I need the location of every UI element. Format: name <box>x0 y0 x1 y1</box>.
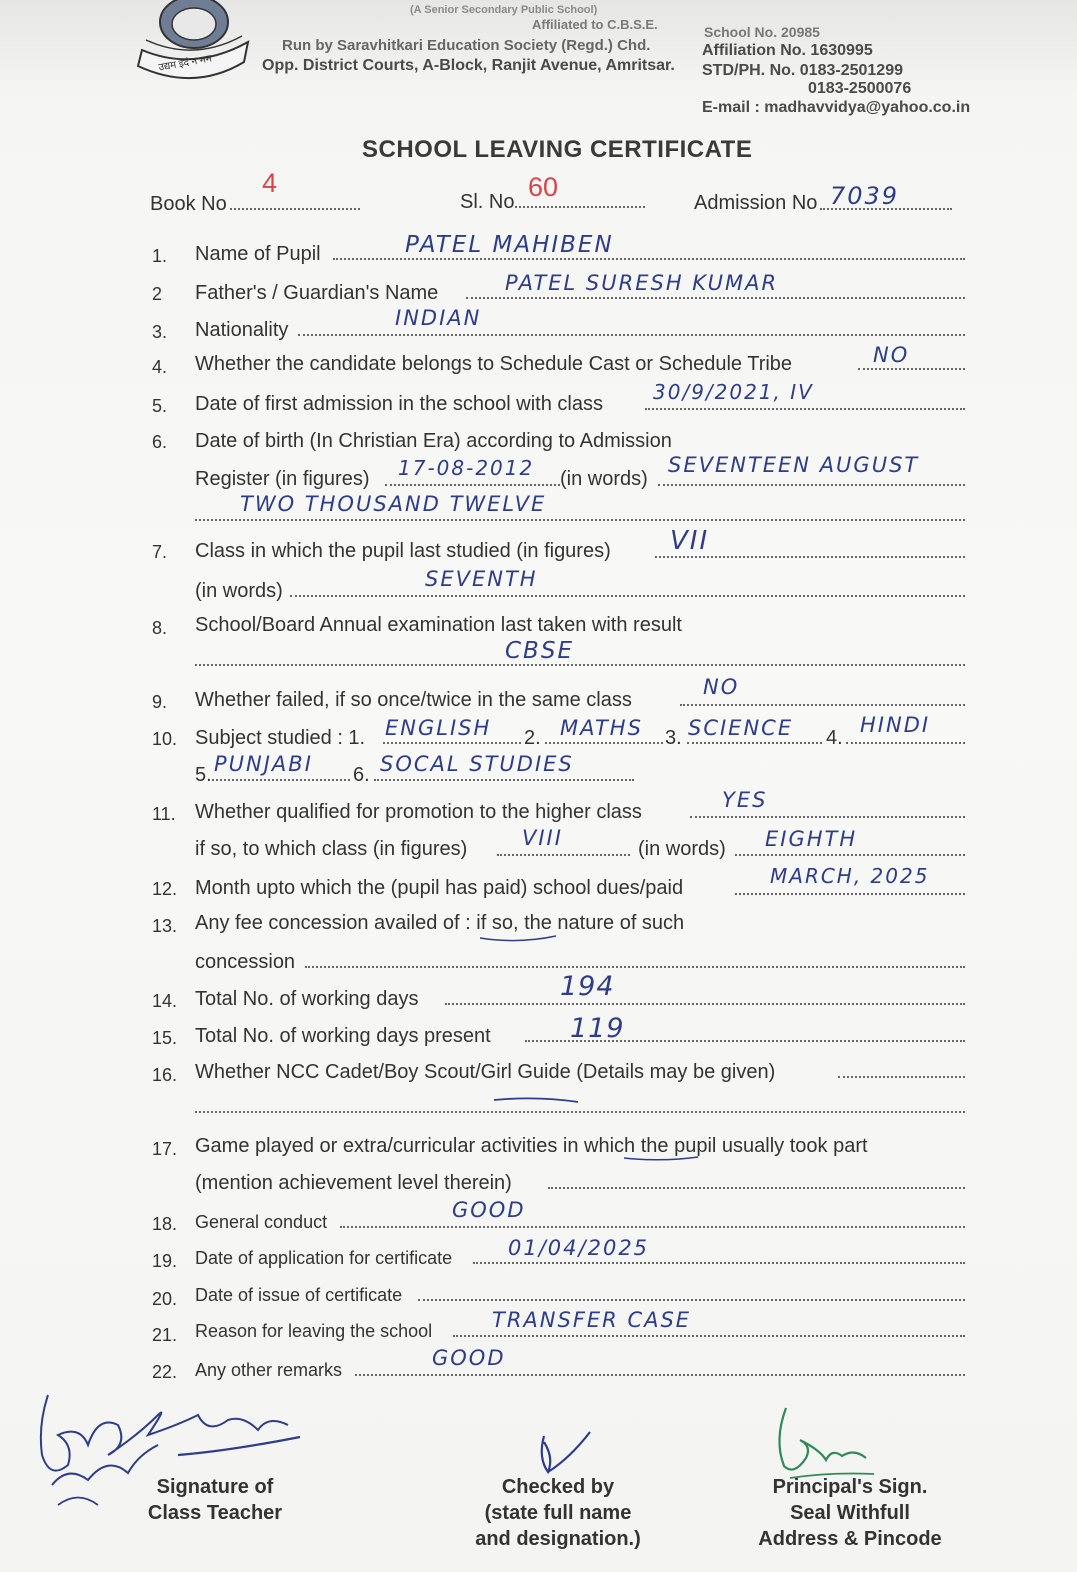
first-admission-label: Date of first admission in the school with class <box>195 393 603 415</box>
father-name-value: PATEL SURESH KUMAR <box>505 271 779 295</box>
days-present-label: Total No. of working days present <box>195 1025 491 1047</box>
item-number: 16. <box>152 1065 178 1085</box>
ncc-label: Whether NCC Cadet/Boy Scout/Girl Guide (Details may be given) <box>195 1061 776 1083</box>
failed-value: NO <box>703 675 740 699</box>
item-number: 14. <box>152 991 178 1011</box>
item-number: 17. <box>152 1139 178 1159</box>
header-affiliation-no: Affiliation No. 1630995 <box>702 42 873 59</box>
exam-value: CBSE <box>505 638 574 664</box>
ncc-dots-2 <box>195 1111 965 1113</box>
dob-words-dots <box>658 484 965 486</box>
subject-4-number: 4. <box>826 727 843 749</box>
dash-mark <box>492 1096 582 1106</box>
promotion-class-value: VIII <box>522 826 563 850</box>
subject-2-dots <box>545 742 663 744</box>
ncc-dots <box>838 1076 965 1078</box>
conduct-value: GOOD <box>452 1198 526 1222</box>
leaving-reason-label: Reason for leaving the school <box>195 1321 433 1341</box>
book-no-label: Book No <box>150 193 227 215</box>
dues-label: Month upto which the (pupil has paid) school dues/paid <box>195 877 684 899</box>
dues-dots <box>735 893 965 895</box>
sl-no-dots <box>515 206 645 208</box>
last-class-label: Class in which the pupil last studied (in figures) <box>195 540 611 562</box>
book-no-dots <box>230 208 360 210</box>
promotion-class-dots <box>497 854 630 856</box>
dob-figures-dots <box>385 484 560 486</box>
dob-figures-label: Register (in figures) <box>195 468 370 490</box>
conduct-label: General conduct <box>195 1212 328 1232</box>
subject-5-dots <box>212 779 350 781</box>
promotion-dots <box>690 816 965 818</box>
admission-no-value: 7039 <box>830 182 900 210</box>
checked-caption-line-2: (state full name <box>484 1502 632 1524</box>
subject-2-value: MATHS <box>560 716 643 740</box>
promotion-label: Whether qualified for promotion to the higher class <box>195 801 642 823</box>
caste-label: Whether the candidate belongs to Schedule Cast or Schedule Tribe <box>195 353 793 375</box>
last-class-value: VII <box>670 526 710 556</box>
item-number: 12. <box>152 879 178 899</box>
promotion-words-value: EIGHTH <box>765 827 858 851</box>
promotion-class-label: if so, to which class (in figures) <box>195 838 468 860</box>
subject-5-number: 5. <box>195 764 212 786</box>
teacher-signature-caption <box>110 1474 320 1526</box>
school-logo-icon <box>136 0 254 82</box>
item-number: 22. <box>152 1362 178 1382</box>
book-no-value: 4 <box>262 168 278 198</box>
header-top-line: (A Senior Secondary Public School) <box>410 4 598 16</box>
failed-label: Whether failed, if so once/twice in the same class <box>195 689 632 711</box>
checked-caption-line-3: and designation.) <box>475 1528 641 1550</box>
nationality-dots <box>298 334 965 336</box>
last-class-words-value: SEVENTH <box>425 567 538 591</box>
sl-no-label: Sl. No <box>460 191 515 213</box>
exam-label: School/Board Annual examination last taken with result <box>195 614 682 636</box>
leaving-reason-dots <box>453 1335 965 1337</box>
subject-3-value: SCIENCE <box>688 716 794 740</box>
application-date-label: Date of application for certificate <box>195 1248 453 1268</box>
dues-value: MARCH, 2025 <box>770 864 930 888</box>
header-society: Run by Saravhitkari Education Society (Regd.) Chd. <box>282 37 651 54</box>
name-of-pupil-dots <box>333 258 965 260</box>
dob-words-value: SEVENTEEN AUGUST <box>668 453 920 477</box>
last-class-words-label: (in words) <box>195 580 283 602</box>
item-number: 18. <box>152 1214 178 1234</box>
item-number: 1. <box>152 246 168 266</box>
subject-1-dots <box>383 742 521 744</box>
item-number: 2 <box>152 284 163 304</box>
working-days-dots <box>445 1003 965 1005</box>
last-class-dots <box>655 556 965 558</box>
subject-6-value: SOCAL STUDIES <box>380 752 574 776</box>
dob-label: Date of birth (In Christian Era) according to Admission <box>195 430 672 452</box>
principal-caption-line-1: Principal's Sign. <box>772 1476 928 1498</box>
item-number: 21. <box>152 1325 178 1345</box>
item-number: 15. <box>152 1028 178 1048</box>
item-number: 10. <box>152 729 178 749</box>
item-number: 5. <box>152 396 168 416</box>
subject-2-number: 2. <box>524 727 541 749</box>
concession-label: Any fee concession availed of : if so, the nature of such <box>195 912 685 934</box>
header-phone-2: 0183-2500076 <box>808 80 912 97</box>
remarks-dots <box>355 1374 965 1376</box>
item-number: 19. <box>152 1251 178 1271</box>
failed-dots <box>680 704 965 706</box>
header-phone-1: STD/PH. No. 0183-2501299 <box>702 62 903 79</box>
father-name-dots <box>466 297 965 299</box>
checked-by-caption <box>448 1474 668 1552</box>
activities-dots <box>548 1187 965 1189</box>
exam-dots <box>195 664 965 666</box>
dob-words-value-2: TWO THOUSAND TWELVE <box>240 492 547 516</box>
subject-4-value: HINDI <box>860 713 931 737</box>
concession-label-2: concession <box>195 951 296 973</box>
header-affiliation-line: Affiliated to C.B.S.E. <box>532 17 658 32</box>
subject-3-number: 3. <box>665 727 682 749</box>
activities-label: Game played or extra/curricular activities in which the pupil usually took part <box>195 1135 868 1157</box>
leaving-reason-value: TRANSFER CASE <box>492 1308 692 1332</box>
subject-6-dots <box>374 779 634 781</box>
underline-mark <box>478 930 558 944</box>
subject-4-dots <box>846 742 965 744</box>
item-number: 7. <box>152 542 168 562</box>
school-logo <box>136 0 254 82</box>
application-date-dots <box>473 1262 965 1264</box>
concession-dots <box>305 966 965 968</box>
promotion-value: YES <box>722 788 768 812</box>
first-admission-dots <box>645 408 965 410</box>
name-of-pupil-label: Name of Pupil <box>195 243 321 265</box>
item-number: 6. <box>152 432 168 452</box>
caste-dots <box>858 368 965 370</box>
page-title: SCHOOL LEAVING CERTIFICATE <box>362 136 753 163</box>
last-class-words-dots <box>290 595 965 597</box>
name-of-pupil-value: PATEL MAHIBEN <box>405 232 614 258</box>
dob-words-dots-2 <box>195 519 965 521</box>
activities-label-2: (mention achievement level therein) <box>195 1172 512 1194</box>
checked-caption-line-1: Checked by <box>501 1476 615 1498</box>
underline-mark <box>622 1154 702 1164</box>
header-email: E-mail : madhavvidya@yahoo.co.in <box>702 99 971 116</box>
application-date-value: 01/04/2025 <box>508 1236 650 1260</box>
caste-value: NO <box>873 343 910 367</box>
admission-no-label: Admission No <box>694 192 818 214</box>
promotion-words-label: (in words) <box>638 838 726 860</box>
item-number: 13. <box>152 916 178 936</box>
item-number: 8. <box>152 618 168 638</box>
subject-3-dots <box>687 742 822 744</box>
item-number: 11. <box>152 804 176 824</box>
item-number: 3. <box>152 322 168 342</box>
promotion-words-dots <box>735 854 965 856</box>
first-admission-value: 30/9/2021, IV <box>653 380 814 404</box>
header-address: Opp. District Courts, A-Block, Ranjit Avenue, Amritsar. <box>262 57 675 74</box>
dob-words-label: (in words) <box>560 468 648 490</box>
working-days-value: 194 <box>560 971 615 1002</box>
conduct-dots <box>340 1226 965 1228</box>
item-number: 4. <box>152 357 168 377</box>
father-name-label: Father's / Guardian's Name <box>195 282 439 304</box>
issue-date-dots <box>418 1299 965 1301</box>
remarks-label: Any other remarks <box>195 1360 343 1380</box>
subject-1-value: ENGLISH <box>385 716 492 740</box>
days-present-value: 119 <box>570 1013 625 1044</box>
item-number: 20. <box>152 1289 178 1309</box>
logo-motto: उद्यम इदं न मम <box>157 53 213 74</box>
subject-5-value: PUNJABI <box>214 752 313 776</box>
teacher-caption-line-1: Signature of <box>156 1476 274 1498</box>
issue-date-label: Date of issue of certificate <box>195 1285 403 1305</box>
item-number: 9. <box>152 692 168 712</box>
teacher-caption-line-2: Class Teacher <box>147 1502 283 1524</box>
subjects-label: Subject studied : 1. <box>195 727 366 749</box>
nationality-label: Nationality <box>195 319 289 341</box>
subject-6-number: 6. <box>353 764 370 786</box>
nationality-value: INDIAN <box>395 306 482 330</box>
sl-no-value: 60 <box>528 172 559 202</box>
principal-caption-line-3: Address & Pincode <box>758 1528 942 1550</box>
working-days-label: Total No. of working days <box>195 988 419 1010</box>
dob-figures-value: 17-08-2012 <box>398 456 535 480</box>
header-school-no: School No. 20985 <box>704 24 820 40</box>
remarks-value: GOOD <box>432 1346 506 1370</box>
principal-caption-line-2: Seal Withfull <box>790 1502 910 1524</box>
principal-signature-caption <box>740 1474 960 1552</box>
